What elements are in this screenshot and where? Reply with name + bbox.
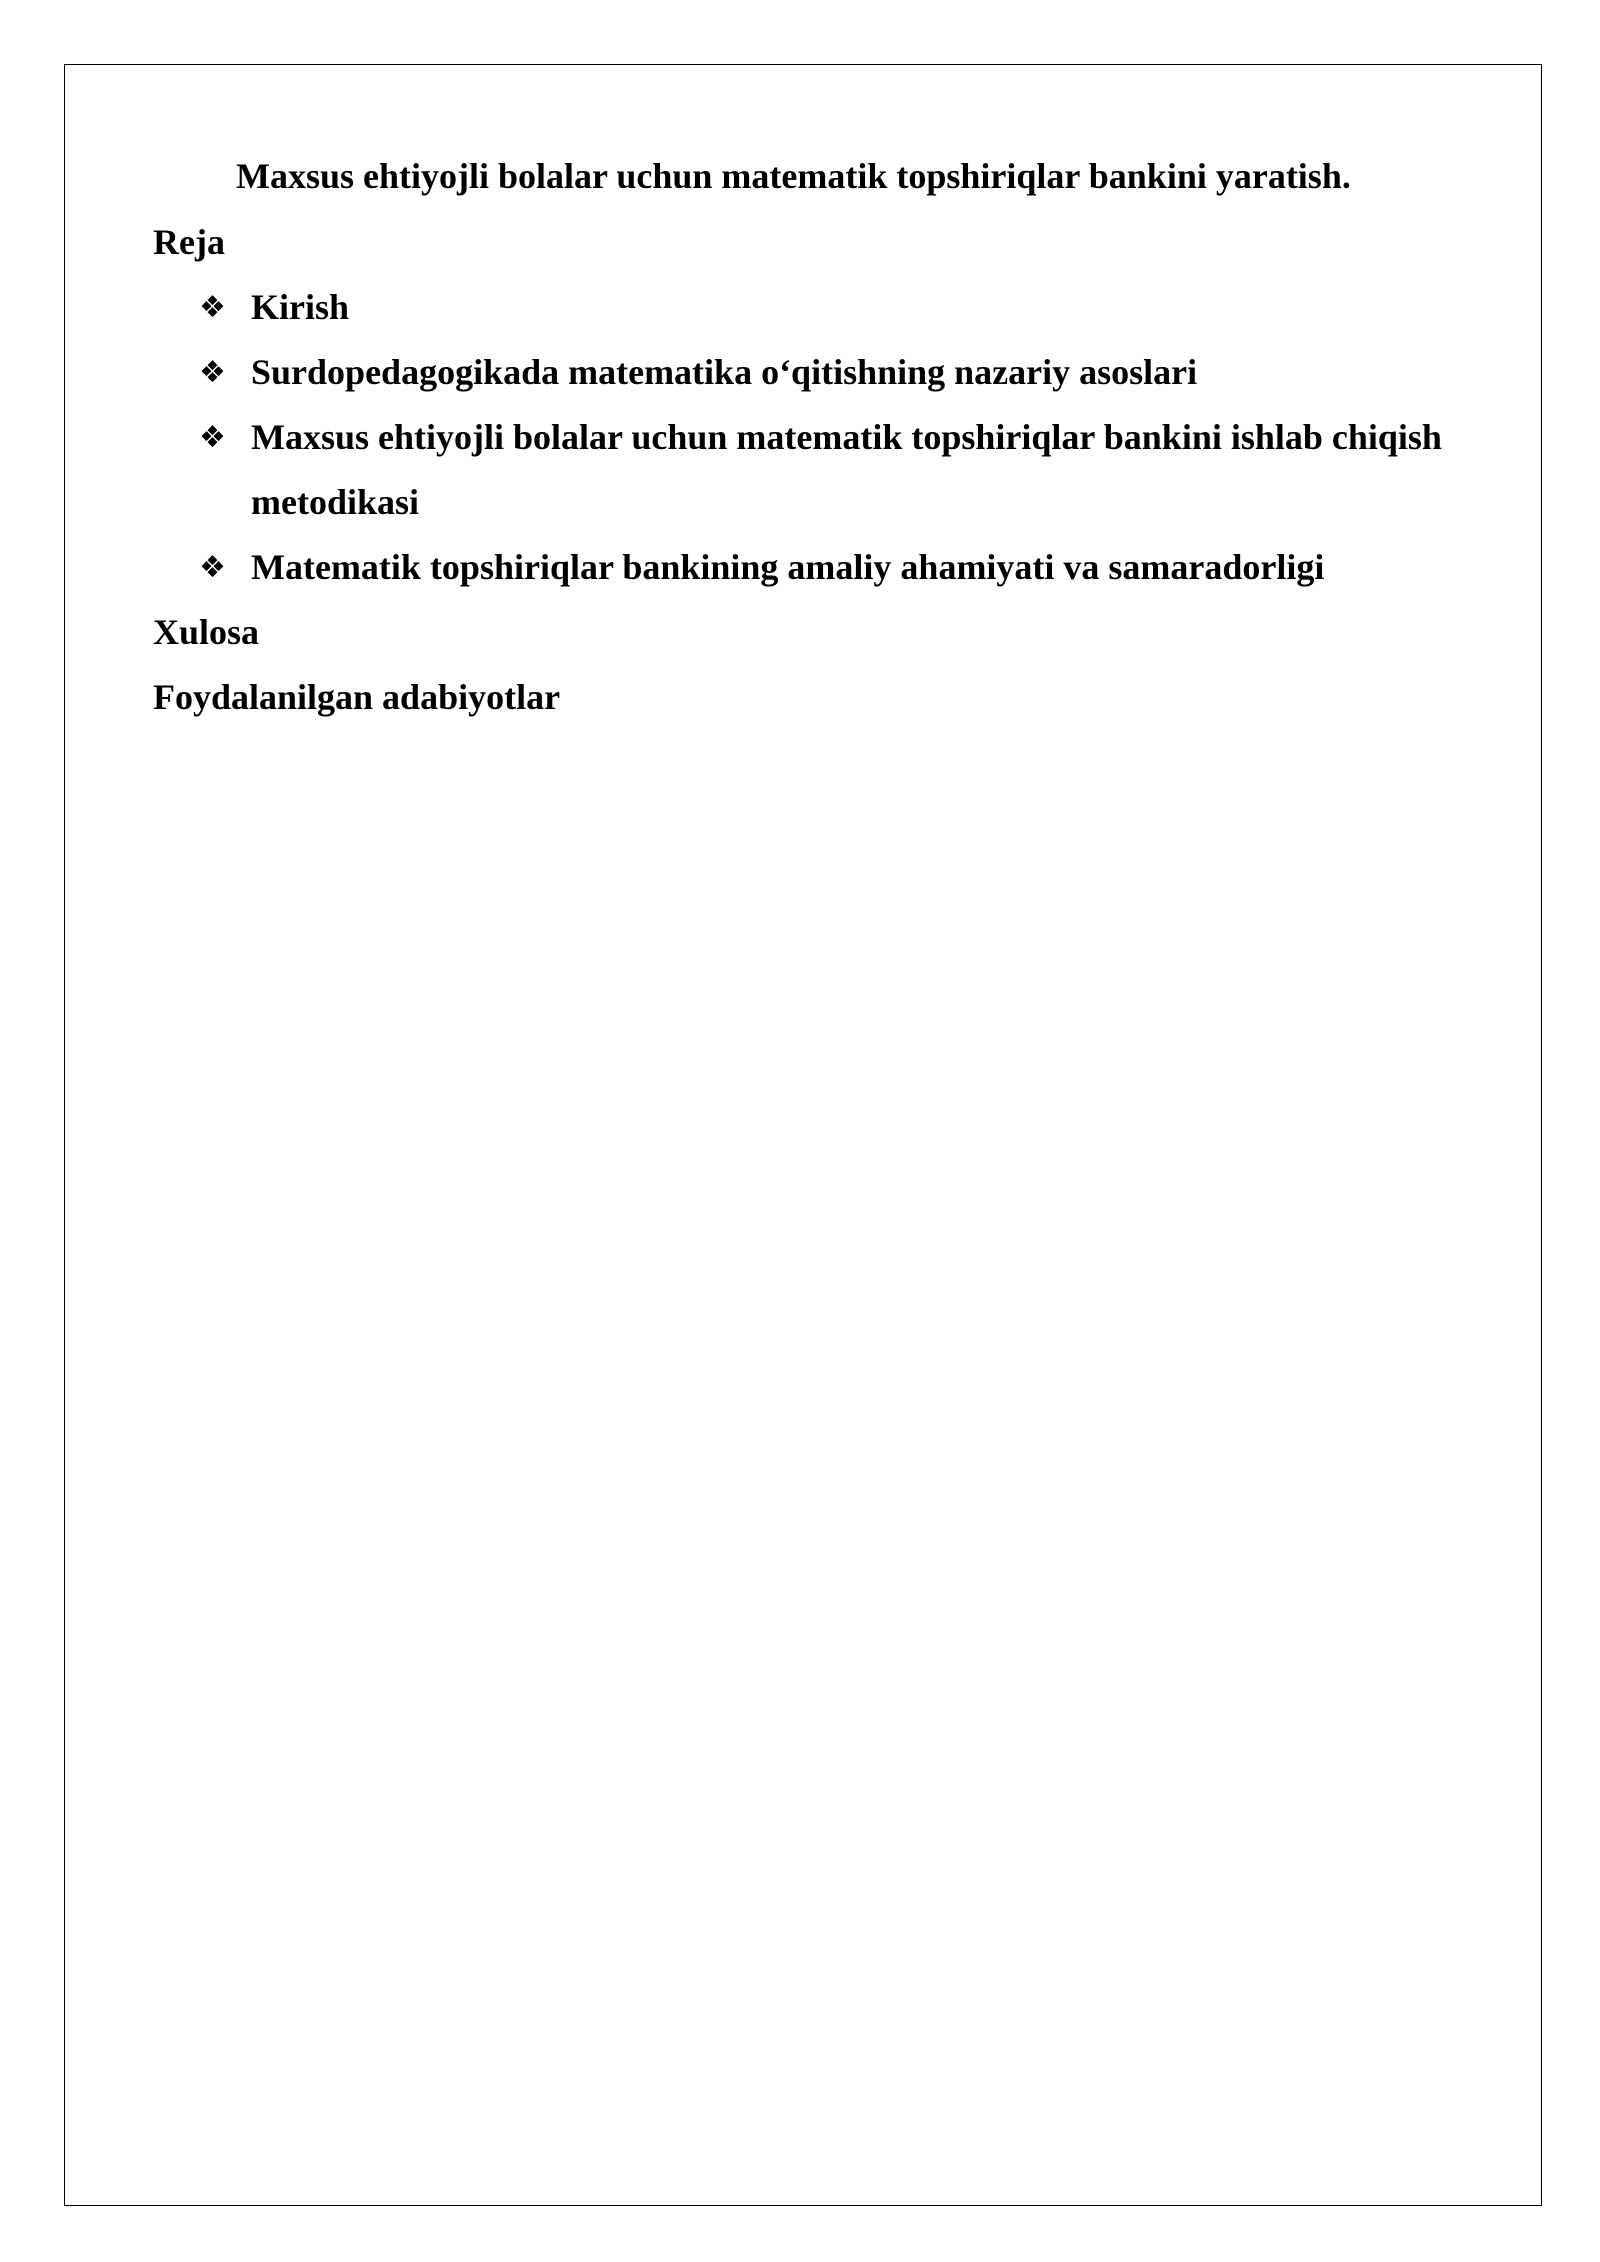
plan-heading: Reja — [153, 222, 225, 262]
document-title: Maxsus ehtiyojli bolalar uchun matematik topshiriqlar bankini yaratish. — [236, 156, 1351, 196]
plan-item-label: Kirish — [251, 287, 350, 327]
plan-item-label: Matematik topshiriqlar bankining amaliy ahamiyati va samaradorligi — [251, 547, 1325, 587]
references-heading: Foydalanilgan adabiyotlar — [153, 677, 561, 717]
diamond-bullet-icon: ❖ — [199, 420, 226, 455]
document-content — [153, 148, 1513, 730]
plan-item — [153, 340, 1513, 405]
plan-list — [153, 275, 1513, 600]
plan-item-label: Maxsus ehtiyojli bolalar uchun matematik topshiriqlar bankini ishlab chiqish metodikasi — [251, 417, 1442, 522]
diamond-bullet-icon: ❖ — [199, 550, 226, 585]
diamond-bullet-icon: ❖ — [199, 290, 226, 325]
plan-item — [153, 405, 1513, 535]
conclusion-heading: Xulosa — [153, 612, 260, 652]
plan-item — [153, 535, 1513, 600]
plan-item — [153, 275, 1513, 340]
plan-item-label: Surdopedagogikada matematika o‘qitishning nazariy asoslari — [251, 352, 1198, 392]
diamond-bullet-icon: ❖ — [199, 355, 226, 390]
